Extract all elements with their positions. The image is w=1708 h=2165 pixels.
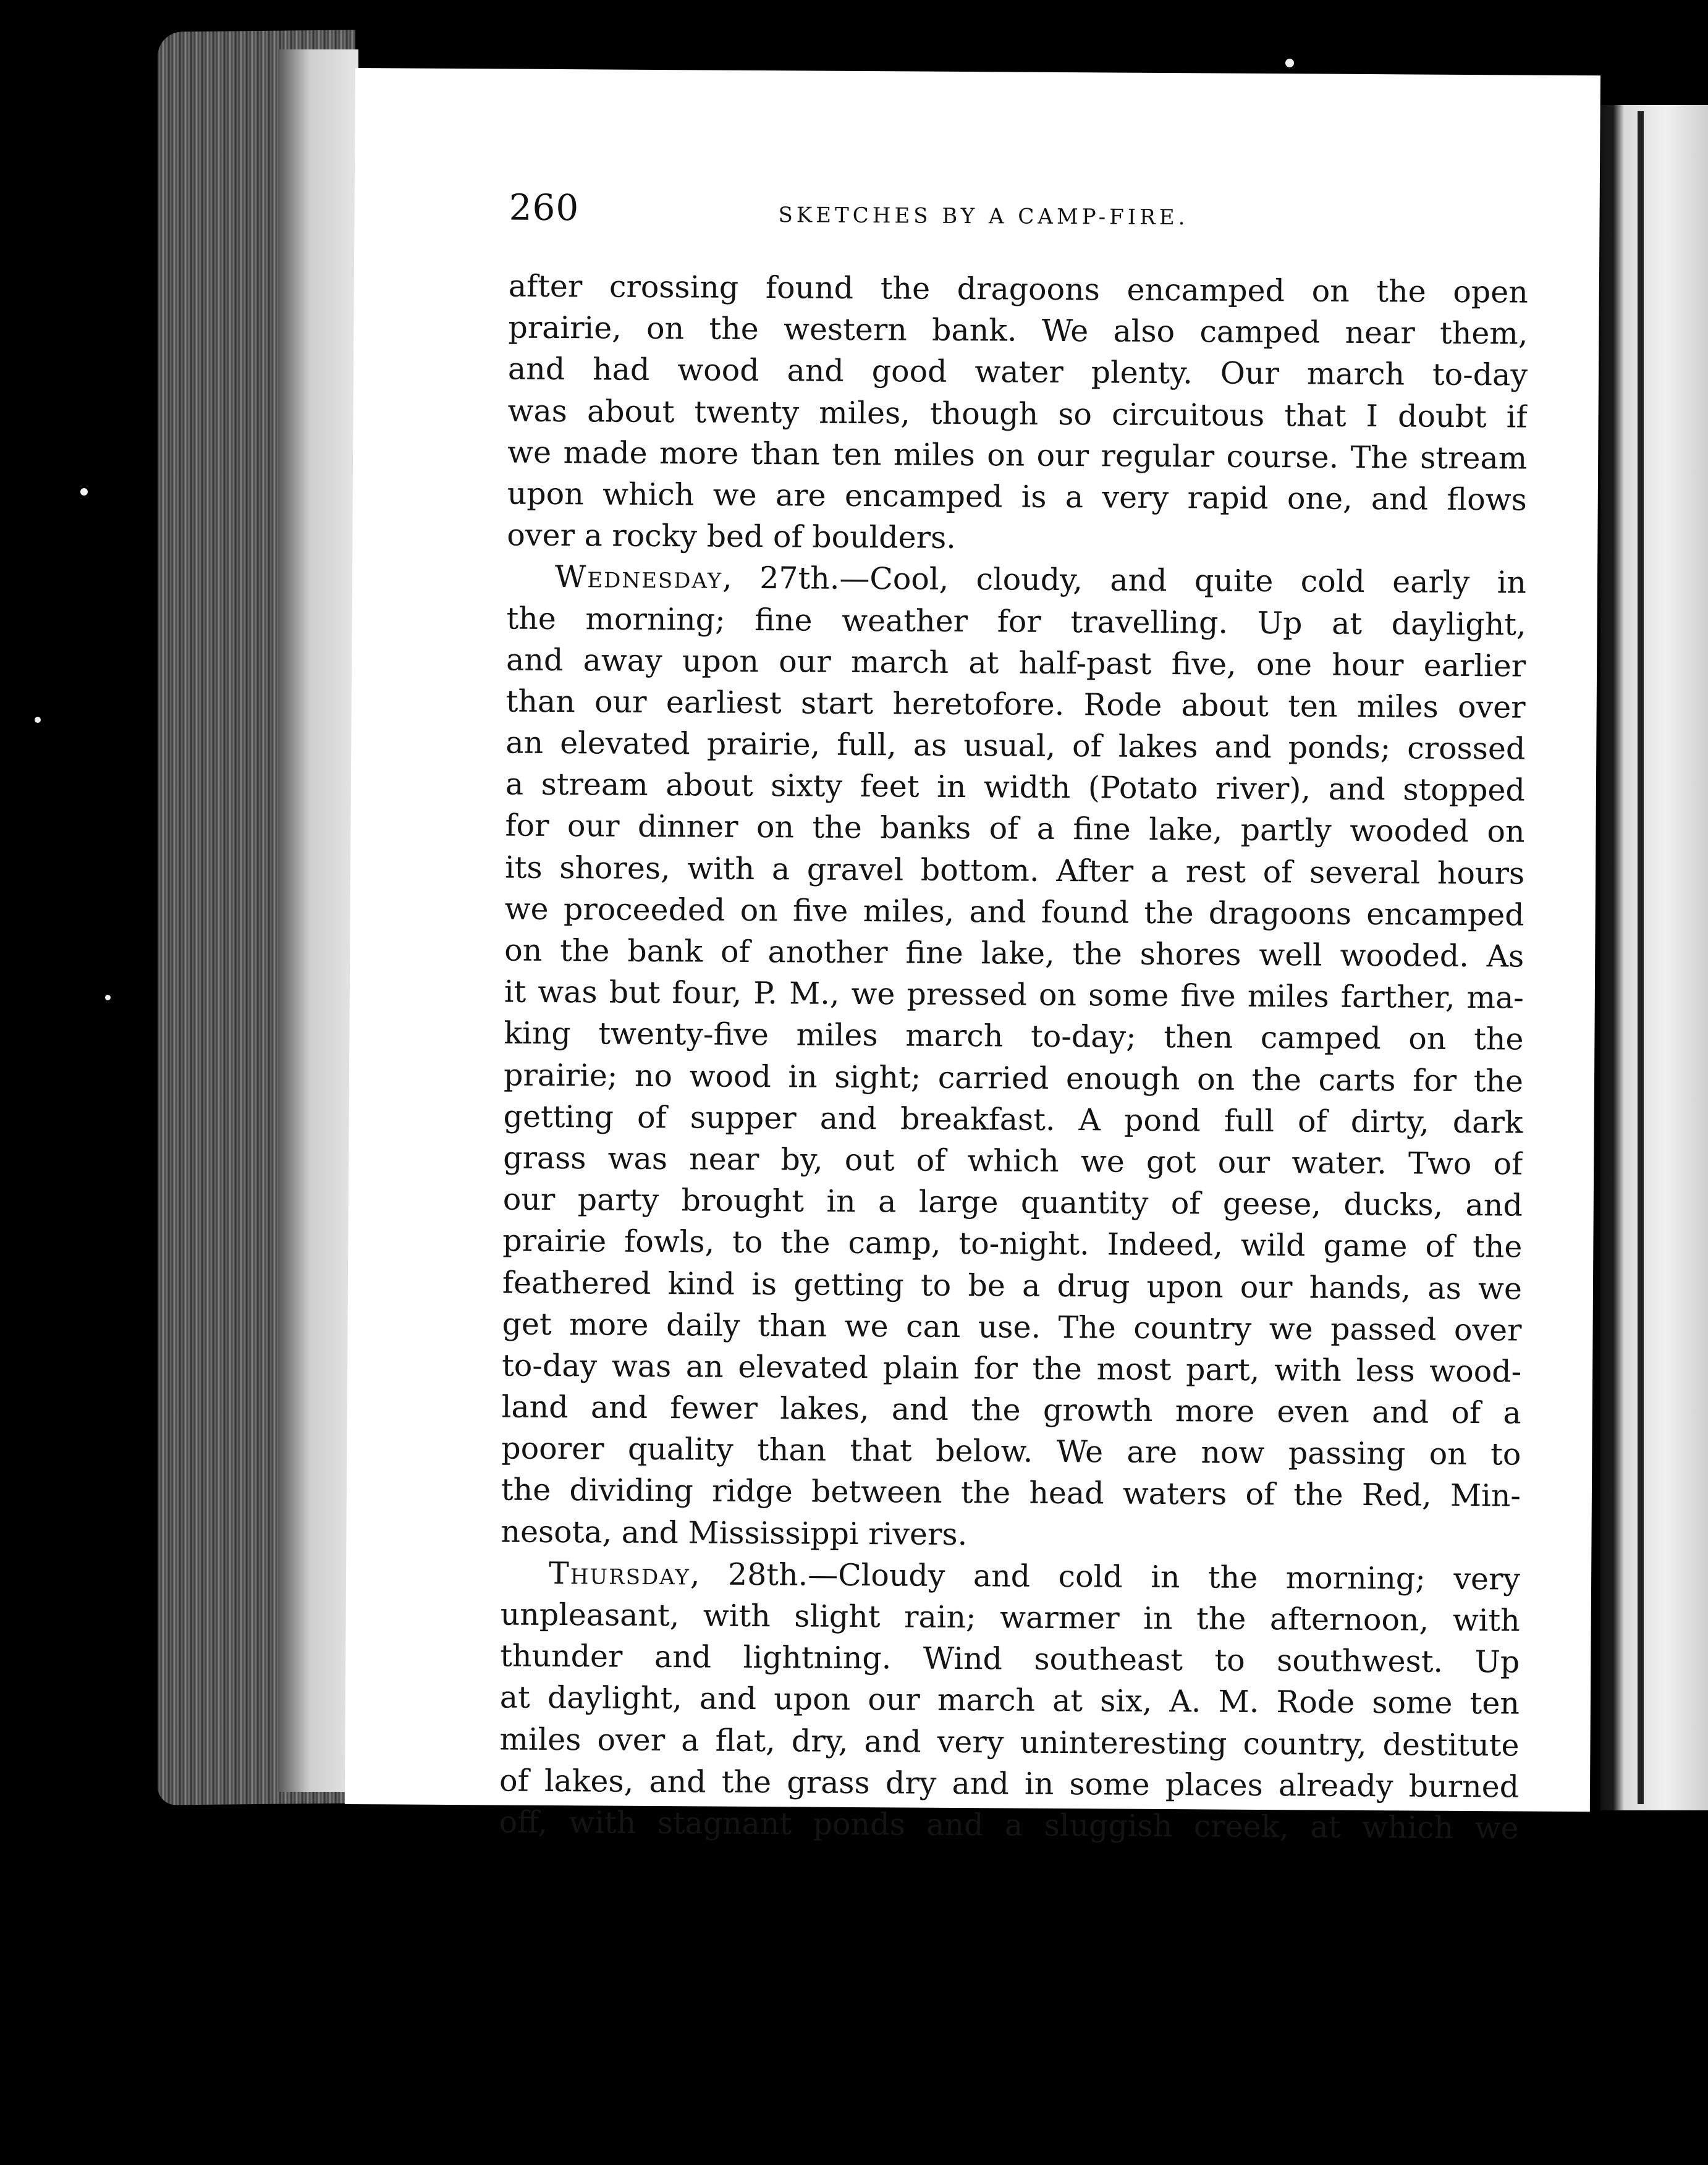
line-text: get more daily than we can use. The country we passed over — [502, 1306, 1522, 1348]
running-head: SKETCHES BY A CAMP-FIRE. — [778, 203, 1189, 230]
text-line — [505, 846, 1524, 894]
text-line — [500, 1677, 1520, 1724]
page-number: 260 — [509, 186, 580, 229]
text-line — [509, 266, 1528, 313]
line-text: thunder and lightning. Wind southeast to southwest. Up — [500, 1638, 1520, 1680]
entry-day: Thursday — [548, 1555, 691, 1592]
line-text: miles over a flat, dry, and very uninteresting country, destitute — [499, 1721, 1520, 1763]
text-line — [507, 515, 1526, 562]
line-text: after crossing found the dragoons encamped on the open — [508, 268, 1528, 310]
line-text: grass was near by, out of which we got our water. Two of — [503, 1140, 1523, 1182]
scan-speck — [80, 488, 88, 496]
line-text: feathered kind is getting to be a drug upon our hands, as we — [502, 1264, 1523, 1307]
line-text: unpleasant, with slight rain; warmer in the afternoon, with — [500, 1597, 1520, 1639]
text-line — [499, 1801, 1518, 1849]
line-text: prairie fowls, to the camp, to-night. Indeed, wild game of the — [502, 1223, 1523, 1265]
line-text: the morning; fine weather for travelling. Up at daylight, — [506, 601, 1526, 643]
text-line — [503, 1179, 1523, 1226]
text-line — [502, 1262, 1522, 1309]
text-line — [507, 431, 1527, 479]
text-line — [507, 473, 1527, 520]
line-text: king twenty-five miles march to-day; then camped on the — [504, 1015, 1524, 1057]
line-text: than our earliest start heretofore. Rode about ten miles over — [505, 683, 1526, 725]
text-line — [501, 1552, 1520, 1600]
line-text: nesota, and Mississippi rivers. — [501, 1514, 968, 1552]
text-line — [502, 1386, 1521, 1434]
page-header — [509, 187, 1560, 261]
line-text: our party brought in a large quantity of geese, ducks, and — [502, 1181, 1523, 1223]
line-text: , 27th.—Cool, cloudy, and quite cold early in — [722, 560, 1527, 601]
text-line — [504, 930, 1524, 977]
entry-day: Wednesday — [554, 559, 723, 596]
line-text: and had wood and good water plenty. Our march to-day — [507, 351, 1528, 393]
line-text: to-day was an elevated plain for the most part, with less wood- — [502, 1348, 1522, 1390]
text-line — [504, 1013, 1523, 1060]
text-line — [507, 390, 1527, 437]
line-text: and away upon our march at half-past five, one hour earlier — [505, 642, 1526, 684]
line-text: at daylight, and upon our march at six, A. M. Rode some ten — [499, 1679, 1520, 1721]
scan-speck — [1285, 59, 1294, 67]
text-line — [505, 805, 1524, 853]
line-text: on the bank of another fine lake, the shores well wooded. As — [504, 932, 1524, 974]
line-text: poorer quality than that below. We are now passing on to — [501, 1430, 1521, 1472]
line-text: over a rocky bed of boulders. — [507, 517, 956, 556]
book-page — [345, 68, 1600, 1846]
line-text: getting of supper and breakfast. A pond full of dirty, dark — [503, 1099, 1523, 1141]
text-line — [505, 722, 1525, 770]
line-text: its shores, with a gravel bottom. After a rest of several hours — [504, 850, 1525, 892]
line-text: the dividing ridge between the head waters of the Red, Min- — [501, 1472, 1521, 1514]
line-text: off, with stagnant ponds and a sluggish creek, at which we — [499, 1804, 1519, 1846]
text-line — [504, 971, 1524, 1019]
line-text: prairie; no wood in sight; carried enough on the carts for the — [503, 1057, 1524, 1099]
text-line — [505, 764, 1525, 811]
text-line — [502, 1220, 1522, 1268]
text-line — [501, 1593, 1520, 1641]
line-text: a stream about sixty feet in width (Potato river), and stopped — [505, 766, 1526, 808]
line-text: was about twenty miles, though so circuitous that I doubt if — [507, 393, 1528, 435]
facing-page-fold — [1638, 111, 1644, 1804]
text-line — [499, 1760, 1519, 1807]
body-text — [499, 266, 1528, 1849]
text-line — [504, 1054, 1523, 1102]
line-text: an elevated prairie, full, as usual, of lakes and ponds; crossed — [505, 725, 1526, 767]
text-line — [502, 1344, 1521, 1392]
line-text: for our dinner on the banks of a fine lake, partly wooded on — [505, 808, 1525, 850]
line-text: , 28th.—Cloudy and cold in the morning; very — [690, 1556, 1521, 1597]
line-text: upon which we are encamped is a very rapid one, and flows — [507, 476, 1527, 518]
line-text: we made more than ten miles on our regular course. The stream — [507, 434, 1528, 476]
facing-page-edge — [1600, 105, 1708, 1810]
line-text: land and fewer lakes, and the growth more even and of a — [501, 1389, 1521, 1431]
text-line — [501, 1511, 1520, 1558]
text-line — [499, 1718, 1519, 1766]
text-line — [503, 1137, 1523, 1184]
text-line — [506, 680, 1526, 728]
text-line — [506, 639, 1526, 686]
line-text: we proceeded on five miles, and found the dragoons encamped — [504, 891, 1524, 933]
text-line — [508, 348, 1528, 396]
text-line — [506, 597, 1526, 645]
text-line — [501, 1469, 1521, 1517]
scan-speck — [105, 995, 111, 1000]
text-line — [504, 888, 1524, 935]
line-text: prairie, on the western bank. We also camped near them, — [508, 310, 1528, 352]
line-text: of lakes, and the grass dry and in some places already burned — [499, 1763, 1520, 1805]
text-line — [501, 1428, 1521, 1475]
scan-speck — [35, 717, 41, 723]
text-line — [503, 1095, 1523, 1143]
text-line — [500, 1635, 1520, 1683]
text-line — [502, 1303, 1521, 1351]
text-line — [508, 307, 1528, 355]
line-text: it was but four, P. M., we pressed on some five miles farther, ma- — [504, 974, 1524, 1016]
text-line — [507, 556, 1526, 604]
